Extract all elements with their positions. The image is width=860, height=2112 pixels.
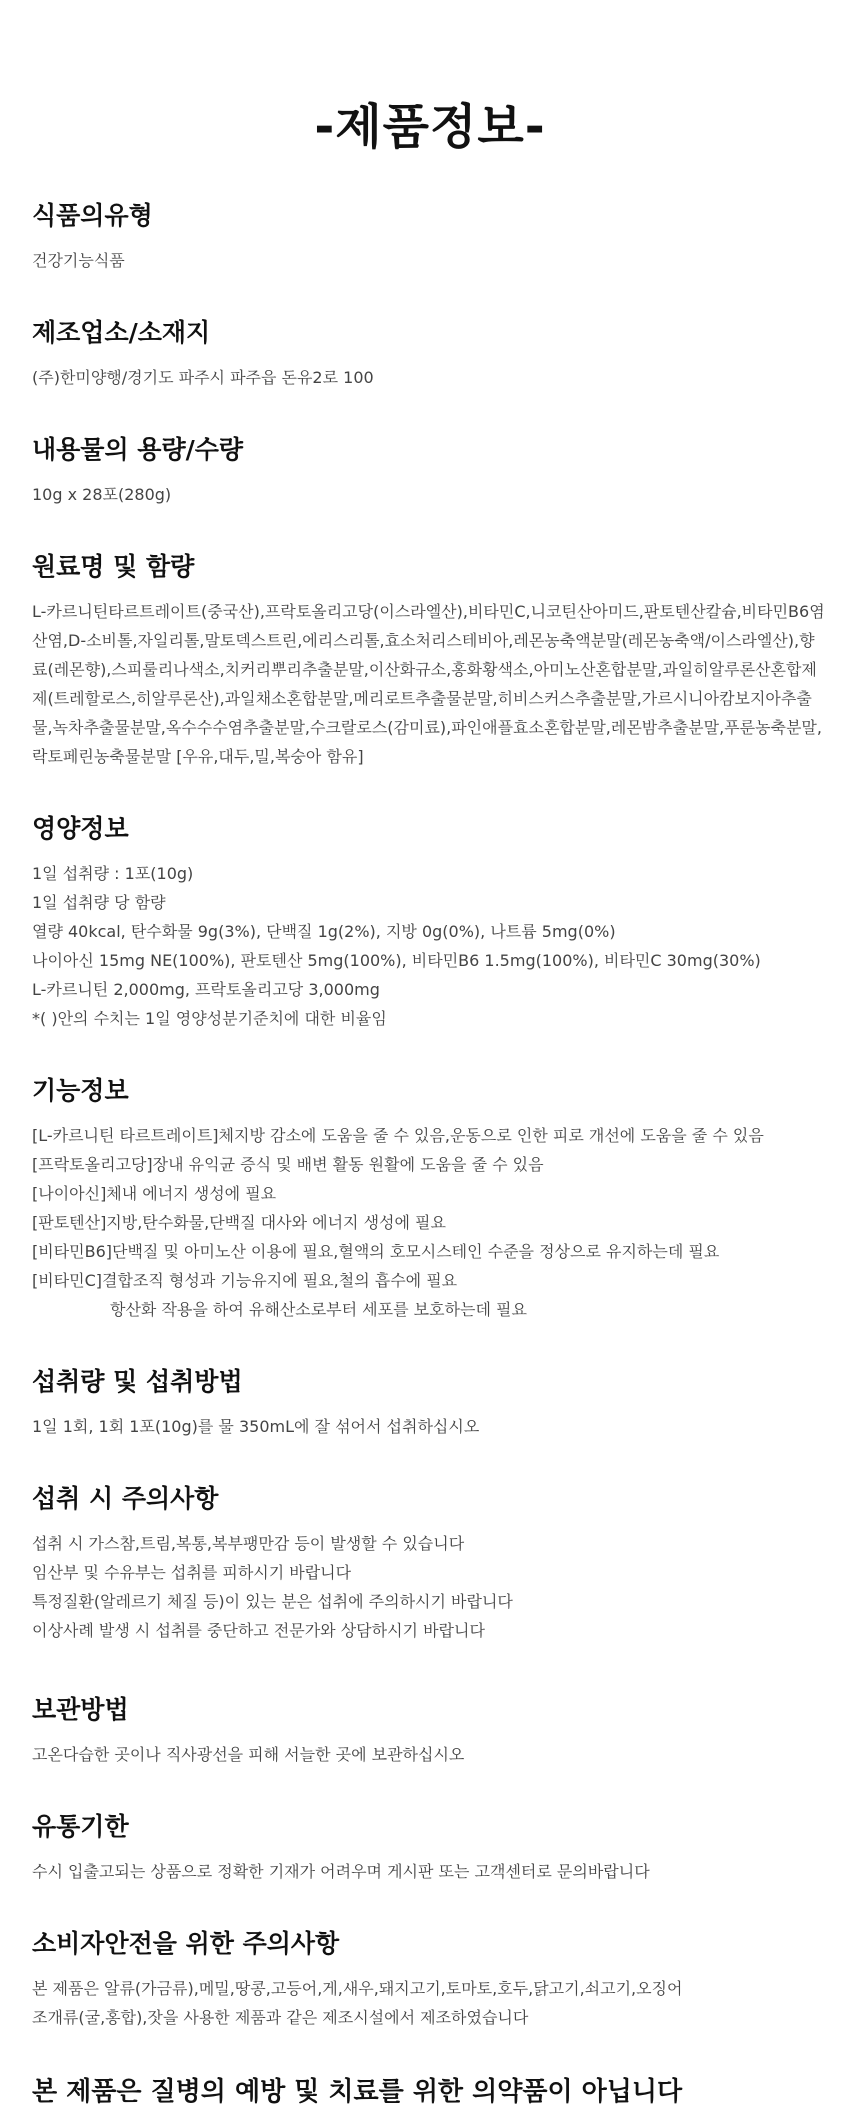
caution-line: 섭취 시 가스참,트림,복통,복부팽만감 등이 발생할 수 있습니다 bbox=[32, 1534, 465, 1553]
consumer-safety-line: 조개류(굴,홍합),잣을 사용한 제품과 같은 제조시설에서 제조하였습니다 bbox=[32, 2008, 529, 2027]
function-line: [L-카르니틴 타르트레이트]체지방 감소에 도움을 줄 수 있음,운동으로 인한 피로 개선에 도움을 줄 수 있음 bbox=[32, 1126, 764, 1145]
section-manufacturer bbox=[32, 315, 828, 392]
section-nutrition bbox=[32, 811, 828, 1033]
section-caution bbox=[32, 1481, 828, 1645]
consumer-safety-line: 본 제품은 알류(가금류),메밀,땅콩,고등어,게,새우,돼지고기,토마토,호두,닭고기,쇠고기,오징어 bbox=[32, 1979, 683, 1998]
function-line: [프락토올리고당]장내 유익균 증식 및 배변 활동 원활에 도움을 줄 수 있음 bbox=[32, 1155, 544, 1174]
section-function bbox=[32, 1073, 828, 1324]
function-line: [판토텐산]지방,탄수화물,단백질 대사와 에너지 생성에 필요 bbox=[32, 1213, 446, 1232]
final-notice: 본 제품은 질병의 예방 및 치료를 위한 의약품이 아닙니다 bbox=[32, 2077, 683, 2107]
nutrition-line: 나이아신 15mg NE(100%), 판토텐산 5mg(100%), 비타민B6 1.5mg(100%), 비타민C 30mg(30%) bbox=[32, 951, 761, 970]
nutrition-footnote: *( )안의 수치는 1일 영양성분기준치에 대한 비율임 bbox=[32, 1009, 387, 1028]
caution-line: 특정질환(알레르기 체질 등)이 있는 분은 섭취에 주의하시기 바랍니다 bbox=[32, 1592, 513, 1611]
section-heading-capacity: 내용물의 용량/수량 bbox=[32, 435, 244, 464]
caution-line: 이상사례 발생 시 섭취를 중단하고 전문가와 상담하시기 바랍니다 bbox=[32, 1621, 485, 1640]
storage-value: 고온다습한 곳이나 직사광선을 피해 서늘한 곳에 보관하십시오 bbox=[32, 1745, 465, 1764]
manufacturer-value: (주)한미양행/경기도 파주시 파주읍 돈유2로 100 bbox=[32, 368, 374, 387]
function-line-indented: 항산화 작용을 하여 유해산소로부터 세포를 보호하는데 필요 bbox=[110, 1300, 527, 1319]
section-intake bbox=[32, 1364, 828, 1441]
section-heading-function: 기능정보 bbox=[32, 1076, 129, 1105]
section-heading-intake: 섭취량 및 섭취방법 bbox=[32, 1367, 243, 1396]
capacity-value: 10g x 28포(280g) bbox=[32, 485, 172, 504]
section-heading-expiry: 유통기한 bbox=[32, 1812, 129, 1841]
intake-value: 1일 1회, 1회 1포(10g)를 물 350mL에 잘 섞어서 섭취하십시오 bbox=[32, 1417, 480, 1436]
nutrition-line: L-카르니틴 2,000mg, 프락토올리고당 3,000mg bbox=[32, 980, 380, 999]
section-heading-nutrition: 영양정보 bbox=[32, 814, 129, 843]
section-storage bbox=[32, 1692, 828, 1769]
section-heading-caution: 섭취 시 주의사항 bbox=[32, 1484, 219, 1513]
function-line: [나이아신]체내 에너지 생성에 필요 bbox=[32, 1184, 277, 1203]
section-heading-consumer-safety: 소비자안전을 위한 주의사항 bbox=[32, 1929, 340, 1958]
nutrition-line: 열량 40kcal, 탄수화물 9g(3%), 단백질 1g(2%), 지방 0g(0%), 나트륨 5mg(0%) bbox=[32, 922, 616, 941]
food-type-value: 건강기능식품 bbox=[32, 251, 125, 270]
section-consumer-safety bbox=[32, 1926, 828, 2032]
section-food-type bbox=[32, 198, 828, 275]
section-heading-food-type: 식품의유형 bbox=[32, 201, 153, 230]
nutrition-line: 1일 섭취량 당 함량 bbox=[32, 893, 166, 912]
function-line: [비타민C]결합조직 형성과 기능유지에 필요,철의 흡수에 필요 bbox=[32, 1271, 458, 1290]
section-heading-storage: 보관방법 bbox=[32, 1695, 129, 1724]
caution-line: 임산부 및 수유부는 섭취를 피하시기 바랍니다 bbox=[32, 1563, 352, 1582]
ingredients-text: L-카르니틴타르트레이트(중국산),프락토올리고당(이스라엘산),비타민C,니코틴산아미드,판토텐산칼슘,비타민B6염산염,D-소비톨,자일리톨,말토덱스트린,에리스리톨,효소처리스테비아,레몬농축액분말(레몬농축액/이스라엘산),향료(레몬향),스피룰리나색소,치커리뿌리추출분말,이산화규소,홍화황색소,아미노산혼합분말,과일히알루론산혼합제제(트레할로스,히알루론산),과일채소혼합분말,메리로트추출물분말,히비스커스추출분말,가르시니아캄보지아추출물,녹차추출물분말,옥수수수염추출분말,수크랄로스(감미료),파인애플효소혼합분말,레몬밤추출분말,푸룬농축분말,락토페린농축물분말 [우유,대두,밀,복숭아 함유] bbox=[32, 602, 825, 766]
page-title: -제품정보- bbox=[314, 99, 546, 155]
section-capacity bbox=[32, 432, 828, 509]
function-line: [비타민B6]단백질 및 아미노산 이용에 필요,혈액의 호모시스테인 수준을 정상으로 유지하는데 필요 bbox=[32, 1242, 720, 1261]
section-ingredients bbox=[32, 549, 828, 771]
section-heading-manufacturer: 제조업소/소재지 bbox=[32, 318, 211, 347]
section-heading-ingredients: 원료명 및 함량 bbox=[32, 552, 195, 581]
expiry-value: 수시 입출고되는 상품으로 정확한 기재가 어려우며 게시판 또는 고객센터로 문의바랍니다 bbox=[32, 1862, 650, 1881]
section-expiry bbox=[32, 1809, 828, 1886]
nutrition-line: 1일 섭취량 : 1포(10g) bbox=[32, 864, 194, 883]
